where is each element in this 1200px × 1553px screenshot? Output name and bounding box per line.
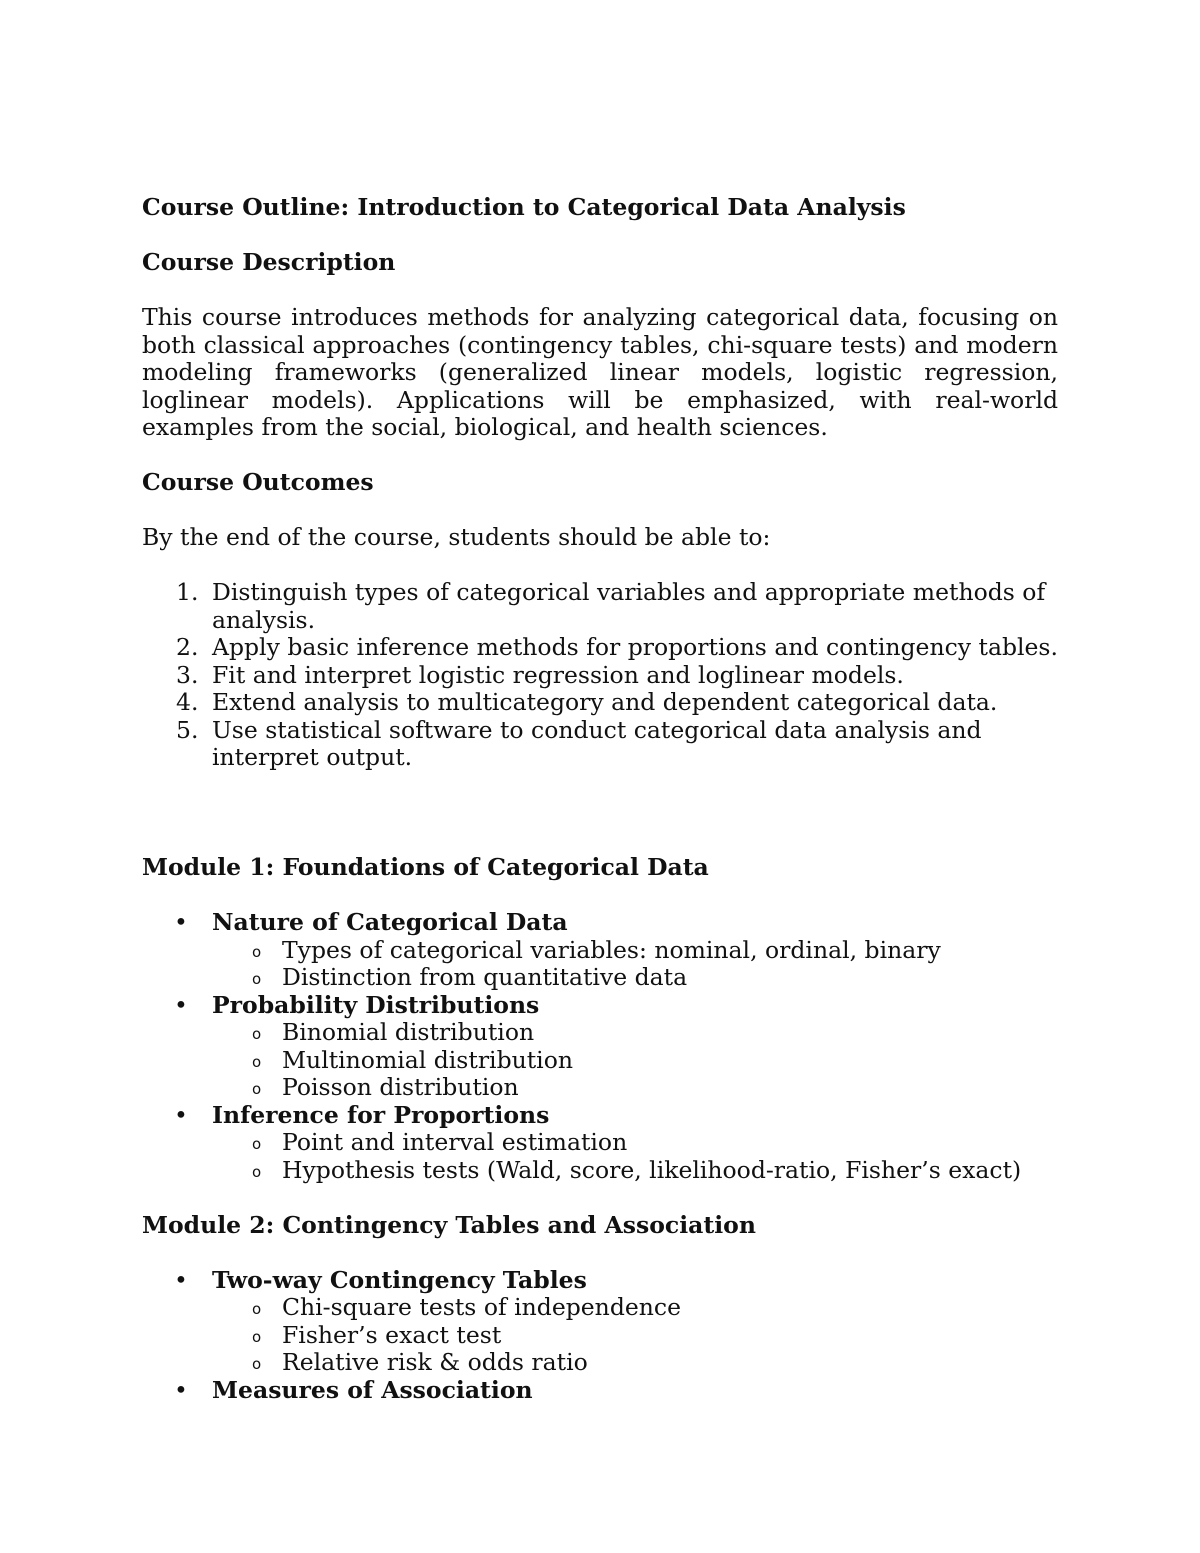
- bullet-icon: •: [174, 1375, 188, 1404]
- subtopic-item: [212, 1019, 1058, 1047]
- subtopic-text: Chi-square tests of independence: [282, 1293, 681, 1321]
- outcome-number: 1.: [176, 578, 199, 606]
- subtopic-list: [212, 1294, 1058, 1377]
- topic-title: Probability Distributions: [212, 990, 540, 1019]
- circle-bullet-icon: o: [252, 1162, 262, 1181]
- outcome-item: [142, 634, 1058, 662]
- bullet-icon: •: [174, 1100, 188, 1129]
- subtopic-text: Relative risk & odds ratio: [282, 1348, 588, 1376]
- topic-item: [142, 992, 1058, 1102]
- outcome-item: [142, 579, 1058, 634]
- outcome-item: [142, 689, 1058, 717]
- topic-title: Two-way Contingency Tables: [212, 1265, 587, 1294]
- subtopic-text: Distinction from quantitative data: [282, 963, 688, 991]
- subtopic-text: Binomial distribution: [282, 1018, 535, 1046]
- module-2-heading: Module 2: Contingency Tables and Association: [142, 1210, 756, 1239]
- topic-item: [142, 1267, 1058, 1377]
- subtopic-list: [212, 1129, 1058, 1184]
- topic-title: Inference for Proportions: [212, 1100, 550, 1129]
- course-description-heading: Course Description: [142, 248, 396, 276]
- outcome-number: 2.: [176, 633, 199, 661]
- subtopic-item: [212, 1047, 1058, 1075]
- circle-bullet-icon: o: [252, 1052, 262, 1071]
- circle-bullet-icon: o: [252, 1135, 262, 1153]
- outcome-item: [142, 717, 1058, 772]
- subtopic-text: Hypothesis tests (Wald, score, likelihood-ratio, Fisher’s exact): [282, 1155, 1022, 1184]
- outcomes-list: [142, 579, 1058, 772]
- subtopic-list: [212, 937, 1058, 992]
- outcome-text: Use statistical software to conduct categorical data analysis and interpret output.: [212, 715, 982, 771]
- document-title: Course Outline: Introduction to Categorical Data Analysis: [142, 193, 906, 221]
- outcome-number: 4.: [176, 688, 199, 716]
- bullet-icon: •: [174, 908, 188, 936]
- topic-item: [142, 1102, 1058, 1185]
- outcome-number: 5.: [176, 715, 199, 744]
- circle-bullet-icon: o: [252, 1300, 262, 1318]
- subtopic-item: [212, 1294, 1058, 1322]
- subtopic-text: Poisson distribution: [282, 1073, 519, 1101]
- outcomes-intro: By the end of the course, students should be able to:: [142, 523, 771, 551]
- circle-bullet-icon: o: [252, 1080, 262, 1098]
- subtopic-item: [212, 964, 1058, 992]
- module-2-topics: [142, 1267, 1058, 1405]
- outcome-text: Apply basic inference methods for proportions and contingency tables.: [212, 633, 1058, 661]
- circle-bullet-icon: o: [252, 1025, 262, 1043]
- topic-title: Nature of Categorical Data: [212, 908, 568, 936]
- outcome-number: 3.: [176, 660, 199, 689]
- course-outcomes-heading: Course Outcomes: [142, 468, 374, 496]
- circle-bullet-icon: o: [252, 1327, 262, 1346]
- subtopic-list: [212, 1019, 1058, 1102]
- subtopic-item: [212, 1129, 1058, 1157]
- circle-bullet-icon: o: [252, 970, 262, 988]
- subtopic-text: Multinomial distribution: [282, 1045, 573, 1074]
- outcome-item: [142, 662, 1058, 690]
- subtopic-item: [212, 937, 1058, 965]
- outcome-text: Distinguish types of categorical variables and appropriate methods of analysis.: [212, 578, 1046, 634]
- topic-title: Measures of Association: [212, 1375, 533, 1404]
- subtopic-item: [212, 1349, 1058, 1377]
- subtopic-item: [212, 1074, 1058, 1102]
- subtopic-text: Fisher’s exact test: [282, 1320, 502, 1349]
- outcome-text: Extend analysis to multicategory and dependent categorical data.: [212, 688, 998, 716]
- module-1-heading: Module 1: Foundations of Categorical Data: [142, 853, 709, 881]
- course-description-text: This course introduces methods for analyzing categorical data, focusing on both classical approaches (contingency tables, chi-square tests) and modern modeling frameworks (generalized linear models, logistic regression, loglinear models). Applications will be emphasized, with real-world examples from the social, biological, and health sciences.: [142, 303, 1058, 441]
- circle-bullet-icon: o: [252, 1355, 262, 1373]
- subtopic-text: Types of categorical variables: nominal, ordinal, binary: [282, 935, 941, 964]
- bullet-icon: •: [174, 1265, 188, 1294]
- subtopic-text: Point and interval estimation: [282, 1128, 628, 1156]
- module-1-topics: [142, 909, 1058, 1184]
- subtopic-item: [212, 1322, 1058, 1350]
- topic-item: [142, 1377, 1058, 1405]
- subtopic-item: [212, 1157, 1058, 1185]
- topic-item: [142, 909, 1058, 992]
- outcome-text: Fit and interpret logistic regression and loglinear models.: [212, 660, 904, 689]
- document-page: [142, 194, 1058, 1404]
- bullet-icon: •: [174, 990, 188, 1019]
- circle-bullet-icon: o: [252, 942, 262, 961]
